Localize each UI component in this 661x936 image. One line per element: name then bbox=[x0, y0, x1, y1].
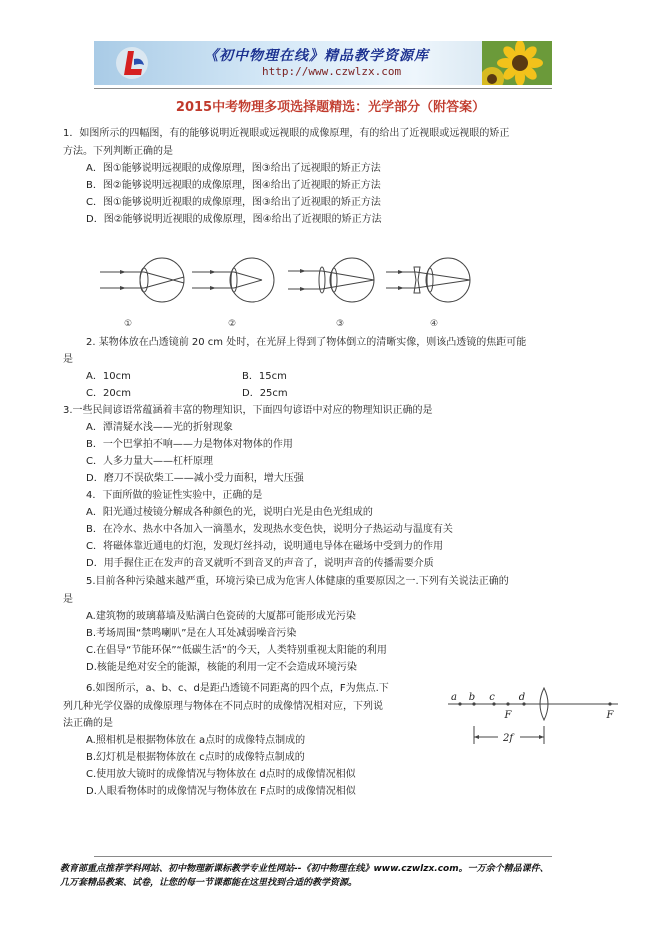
q4-option-c: C．将磁体靠近通电的灯泡，发现灯丝抖动，说明通电导体在磁场中受到力的作用 bbox=[86, 541, 443, 552]
q4-option-d: D．用手握住正在发声的音叉就听不到音叉的声音了，说明声音的传播需要介质 bbox=[86, 558, 434, 569]
footer-rule bbox=[94, 856, 552, 857]
q5-option-b: B.考场周围“禁鸣喇叭”是在人耳处减弱噪音污染 bbox=[86, 628, 297, 639]
footer-line2: 几万套精品教案、试卷，让您的每一节课都能在这里找到合适的教学资源。 bbox=[60, 878, 358, 888]
q2-stem-line2: 是 bbox=[63, 354, 73, 365]
banner-title: 《初中物理在线》精品教学资源库 bbox=[204, 48, 429, 64]
focus-left-label: F bbox=[504, 710, 512, 721]
document-title: 2015中考物理多项选择题精选：光学部分（附答案） bbox=[175, 100, 486, 115]
banner-url[interactable]: http://www.czwlzx.com bbox=[262, 65, 402, 78]
q1-stem-line1: 1．如图所示的四幅图，有的能够说明近视眼或远视眼的成像原理，有的给出了近视眼或远视眼的矫正 bbox=[63, 128, 510, 139]
q3-option-d: D．磨刀不误砍柴工——减小受力面积，增大压强 bbox=[86, 473, 304, 484]
header-banner bbox=[94, 41, 552, 85]
q1-stem-line2: 方法。下列判断正确的是 bbox=[63, 146, 173, 157]
q6-option-b: B.幻灯机是根据物体放在 c点时的成像特点制成的 bbox=[86, 752, 305, 763]
q6-stem-line2: 列几种光学仪器的成像原理与物体在不同点时的成像情况相对应，下列说 bbox=[63, 701, 383, 712]
q4-stem: 4．下面所做的验证性实验中，正确的是 bbox=[86, 490, 263, 501]
eye-diagram-2 bbox=[192, 258, 274, 302]
header-rule bbox=[94, 88, 552, 89]
eye-label-3: ③ bbox=[335, 319, 345, 329]
q5-stem-line1: 5.目前各种污染越来越严重，环境污染已成为危害人体健康的重要原因之一.下列有关说法正确的 bbox=[86, 576, 509, 587]
eye-label-4: ④ bbox=[429, 319, 439, 329]
q6-option-d: D.人眼看物体时的成像情况与物体放在 F点时的成像情况相似 bbox=[86, 786, 356, 797]
q3-stem: 3.一些民间谚语常蕴涵着丰富的物理知识，下面四句谚语中对应的物理知识正确的是 bbox=[63, 405, 433, 416]
eye-diagram-1 bbox=[100, 258, 184, 302]
eye-label-2: ② bbox=[227, 319, 237, 329]
q3-option-c: C．人多力量大——杠杆原理 bbox=[86, 456, 213, 467]
q5-option-c: C.在倡导“节能环保”“低碳生活”的今天，人类特别重视太阳能的利用 bbox=[86, 645, 387, 656]
point-d-label: d bbox=[518, 692, 526, 703]
q6-stem-line1: 6.如图所示，a、b、c、d是距凸透镜不同距离的四个点，F为焦点.下 bbox=[86, 683, 389, 694]
q2-option-b: B．15cm bbox=[242, 371, 287, 382]
q2-option-d: D．25cm bbox=[242, 388, 288, 399]
q6-stem-line3: 法正确的是 bbox=[63, 718, 113, 729]
q3-option-a: A．潭清疑水浅——光的折射现象 bbox=[86, 422, 233, 433]
q1-option-c: C．图①能够说明近视眼的成像原理，图③给出了近视眼的矫正方法 bbox=[86, 197, 381, 208]
eye-diagram-3 bbox=[288, 258, 374, 302]
q3-option-b: B．一个巴掌拍不响——力是物体对物体的作用 bbox=[86, 439, 293, 450]
point-a-label: a bbox=[451, 692, 457, 703]
sunflower-icon bbox=[482, 41, 552, 85]
q5-option-a: A.建筑物的玻璃幕墙及贴满白色瓷砖的大厦都可能形成光污染 bbox=[86, 611, 356, 622]
point-b-label: b bbox=[468, 692, 476, 703]
q2-stem-line1: 2. 某物体放在凸透镜前 20 cm 处时，在光屏上得到了物体倒立的清晰实像，则该凸透镜的焦距可能 bbox=[86, 337, 527, 348]
q4-option-a: A．阳光通过棱镜分解成各种颜色的光，说明白光是由色光组成的 bbox=[86, 507, 373, 518]
two-f-label: 2f bbox=[502, 733, 514, 744]
q6-option-a: A.照相机是根据物体放在 a点时的成像特点制成的 bbox=[86, 735, 306, 746]
q2-option-a: A．10cm bbox=[86, 371, 131, 382]
q6-option-c: C.使用放大镜时的成像情况与物体放在 d点时的成像情况相似 bbox=[86, 769, 356, 780]
eye-diagrams-figure bbox=[100, 252, 480, 332]
footer-line1: 教育部重点推荐学科网站、初中物理新课标教学专业性网站--《初中物理在线》www.czwlzx.com。一万余个精品课件、 bbox=[60, 864, 549, 874]
q1-option-d: D．图②能够说明近视眼的成像原理，图④给出了近视眼的矫正方法 bbox=[86, 214, 382, 225]
q4-option-b: B．在冷水、热水中各加入一滴墨水，发现热水变色快，说明分子热运动与温度有关 bbox=[86, 524, 453, 535]
q1-option-b: B．图②能够说明远视眼的成像原理，图④给出了近视眼的矫正方法 bbox=[86, 180, 381, 191]
q2-option-c: C．20cm bbox=[86, 388, 131, 399]
q5-stem-line2: 是 bbox=[63, 594, 73, 605]
point-c-label: c bbox=[489, 692, 495, 703]
eye-label-1: ① bbox=[123, 319, 133, 329]
q1-option-a: A．图①能够说明远视眼的成像原理，图③给出了远视眼的矫正方法 bbox=[86, 163, 381, 174]
focus-right-label: F bbox=[606, 710, 614, 721]
q5-option-d: D.核能是绝对安全的能源，核能的利用一定不会造成环境污染 bbox=[86, 662, 357, 673]
eye-diagram-4 bbox=[386, 258, 470, 302]
site-logo-icon bbox=[114, 45, 150, 81]
lens-points-figure bbox=[440, 686, 622, 746]
